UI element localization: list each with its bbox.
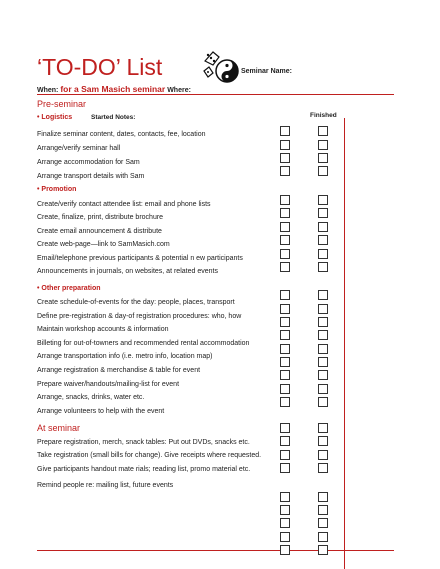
finished-checkbox[interactable] xyxy=(318,505,328,515)
list-item: Prepare waiver/handouts/mailing-list for event xyxy=(37,381,180,388)
started-checkbox[interactable] xyxy=(280,518,290,528)
finished-checkbox[interactable] xyxy=(318,262,328,272)
finished-checkbox[interactable] xyxy=(318,166,328,176)
started-checkbox[interactable] xyxy=(280,357,290,367)
finished-column-rule xyxy=(344,118,345,569)
header-divider xyxy=(37,94,394,95)
started-checkbox[interactable] xyxy=(280,126,290,136)
finished-checkbox[interactable] xyxy=(318,126,328,136)
finished-checkbox[interactable] xyxy=(318,235,328,245)
list-item: Create schedule-of-events for the day: people, places, transport xyxy=(37,299,235,306)
started-checkbox[interactable] xyxy=(280,397,290,407)
finished-checkbox[interactable] xyxy=(318,450,328,460)
started-checkbox[interactable] xyxy=(280,344,290,354)
finished-checkbox[interactable] xyxy=(318,344,328,354)
started-checkbox[interactable] xyxy=(280,384,290,394)
started-checkbox[interactable] xyxy=(280,262,290,272)
logistics-heading: • Logistics xyxy=(37,114,73,121)
list-item: Define pre-registration & day-of registration procedures: who, how xyxy=(37,313,242,320)
footer-divider xyxy=(37,550,394,551)
finished-checkbox[interactable] xyxy=(318,370,328,380)
finished-checkbox[interactable] xyxy=(318,195,328,205)
finished-checkbox[interactable] xyxy=(318,304,328,314)
started-checkbox[interactable] xyxy=(280,290,290,300)
finished-checkbox[interactable] xyxy=(318,518,328,528)
finished-checkbox[interactable] xyxy=(318,330,328,340)
list-item: Create web-page—link to SamMasich.com xyxy=(37,241,170,248)
list-item: Arrange registration & merchandise & table for event xyxy=(37,367,201,374)
list-item: Announcements in journals, on websites, at related events xyxy=(37,268,218,275)
started-checkbox[interactable] xyxy=(280,450,290,460)
started-checkbox[interactable] xyxy=(280,436,290,446)
finished-checkbox[interactable] xyxy=(318,423,328,433)
started-checkbox[interactable] xyxy=(280,153,290,163)
at-seminar-heading: At seminar xyxy=(37,423,81,433)
finished-checkbox[interactable] xyxy=(318,140,328,150)
list-item: Create/verify contact attendee list: email and phone lists xyxy=(37,201,211,208)
finished-checkbox[interactable] xyxy=(318,357,328,367)
started-checkbox[interactable] xyxy=(280,166,290,176)
list-item: Give participants handout mate rials; reading list, promo material etc. xyxy=(37,466,251,473)
finished-checkbox[interactable] xyxy=(318,153,328,163)
started-checkbox[interactable] xyxy=(280,463,290,473)
promotion-heading: • Promotion xyxy=(37,186,77,193)
list-item: Arrange volunteers to help with the event xyxy=(37,408,165,415)
finished-checkbox[interactable] xyxy=(318,436,328,446)
started-checkbox[interactable] xyxy=(280,208,290,218)
started-notes-label: Started Notes: xyxy=(91,114,136,121)
finished-checkbox[interactable] xyxy=(318,208,328,218)
finished-checkbox[interactable] xyxy=(318,222,328,232)
finished-checkbox[interactable] xyxy=(318,317,328,327)
started-checkbox[interactable] xyxy=(280,249,290,259)
started-checkbox[interactable] xyxy=(280,330,290,340)
started-checkbox[interactable] xyxy=(280,545,290,555)
started-checkbox[interactable] xyxy=(280,140,290,150)
started-checkbox[interactable] xyxy=(280,304,290,314)
started-checkbox[interactable] xyxy=(280,235,290,245)
list-item: Arrange/verify seminar hall xyxy=(37,145,121,152)
finished-checkbox[interactable] xyxy=(318,532,328,542)
seminar-name-label: Seminar Name: xyxy=(241,68,292,75)
other-preparation-heading: • Other preparation xyxy=(37,285,101,292)
list-item: Arrange accommodation for Sam xyxy=(37,159,140,166)
finished-checkbox[interactable] xyxy=(318,290,328,300)
finished-checkbox[interactable] xyxy=(318,249,328,259)
started-checkbox[interactable] xyxy=(280,532,290,542)
finished-checkbox[interactable] xyxy=(318,545,328,555)
started-checkbox[interactable] xyxy=(280,505,290,515)
finished-checkbox[interactable] xyxy=(318,397,328,407)
started-checkbox[interactable] xyxy=(280,222,290,232)
finished-checkbox[interactable] xyxy=(318,463,328,473)
list-item: Take registration (small bills for change). Give receipts where requested. xyxy=(37,452,262,459)
started-checkbox[interactable] xyxy=(280,370,290,380)
list-item: Billeting for out-of-towners and recommended rental accommodation xyxy=(37,340,250,347)
pre-seminar-heading: Pre-seminar xyxy=(37,99,87,109)
when-value: for a Sam Masich seminar xyxy=(60,84,166,94)
started-checkbox[interactable] xyxy=(280,423,290,433)
list-item: Prepare registration, merch, snack tables: Put out DVDs, snacks etc. xyxy=(37,439,250,446)
finished-checkbox[interactable] xyxy=(318,384,328,394)
finished-label: Finished xyxy=(310,112,337,119)
list-item: Email/telephone previous participants & potential n ew participants xyxy=(37,255,243,262)
yin-yang-logo-icon xyxy=(199,49,243,89)
list-item: Create email announcement & distribute xyxy=(37,228,162,235)
when-where-row xyxy=(37,84,191,94)
list-item: Create, finalize, print, distribute brochure xyxy=(37,214,164,221)
list-item: Finalize seminar content, dates, contacts, fee, location xyxy=(37,131,206,138)
list-item: Arrange transportation info (i.e. metro info, location map) xyxy=(37,353,213,360)
started-checkbox[interactable] xyxy=(280,195,290,205)
where-label: Where: xyxy=(167,87,191,94)
list-item: Remind people re: mailing list, future events xyxy=(37,482,174,489)
when-label: When: xyxy=(37,87,59,94)
started-checkbox[interactable] xyxy=(280,317,290,327)
finished-checkbox[interactable] xyxy=(318,492,328,502)
page-title: ‘TO-DO’ List xyxy=(37,54,163,80)
list-item: Arrange transport details with Sam xyxy=(37,173,145,180)
list-item: Maintain workshop accounts & information xyxy=(37,326,169,333)
started-checkbox[interactable] xyxy=(280,492,290,502)
list-item: Arrange, snacks, drinks, water etc. xyxy=(37,394,145,401)
